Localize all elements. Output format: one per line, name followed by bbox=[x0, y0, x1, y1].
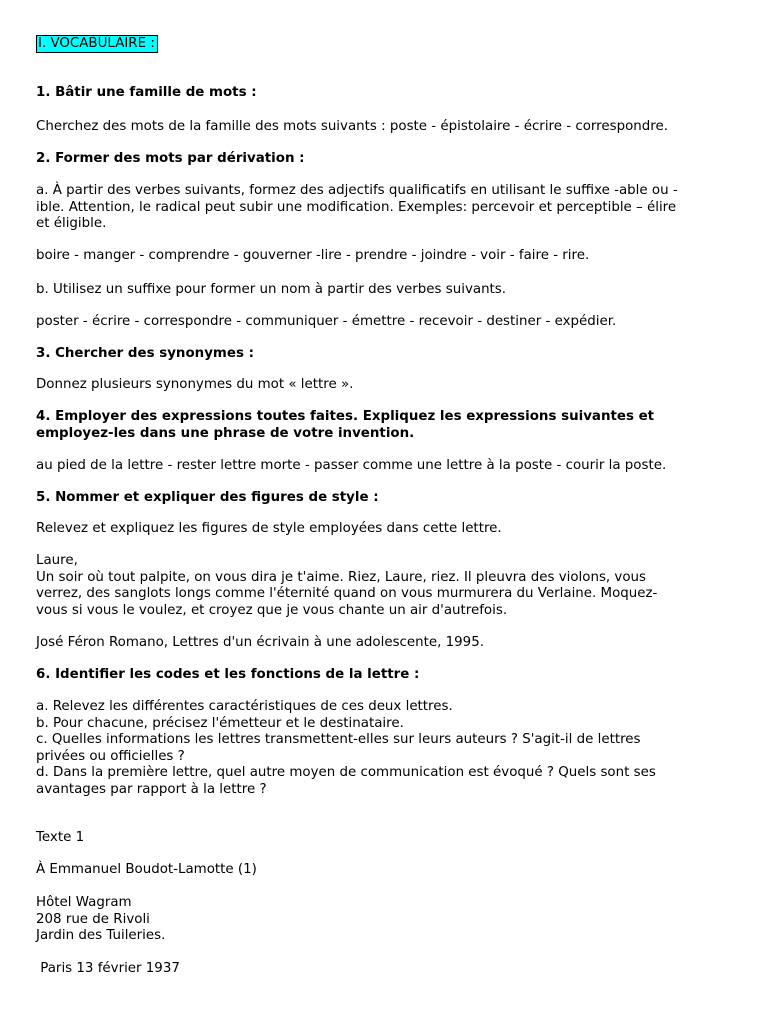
letter-line: Un soir où tout palpite, on vous dira je t'aime. Riez, Laure, riez. Il pleuvra des violons, vous bbox=[36, 569, 647, 585]
heading-1: 1. Bâtir une famille de mots : bbox=[36, 85, 257, 100]
paragraph-5: Relevez et expliquez les figures de style employées dans cette lettre. bbox=[36, 521, 502, 536]
heading-4-line: employez-les dans une phrase de votre invention. bbox=[36, 425, 415, 441]
heading-4 bbox=[36, 409, 736, 442]
letter-date: Paris 13 février 1937 bbox=[36, 961, 180, 976]
heading-5: 5. Nommer et expliquer des figures de style : bbox=[36, 490, 379, 505]
paragraph-2a bbox=[36, 183, 736, 233]
question-line: c. Quelles informations les lettres transmettent-elles sur leurs auteurs ? S'agit-il de lettres bbox=[36, 732, 641, 748]
question-line: avantages par rapport à la lettre ? bbox=[36, 781, 267, 797]
section-title: I. VOCABULAIRE : bbox=[36, 35, 158, 53]
address-line: Jardin des Tuileries. bbox=[36, 928, 166, 944]
paragraph-1: Cherchez des mots de la famille des mots suivants : poste - épistolaire - écrire - correspondre. bbox=[36, 119, 668, 134]
address-line: 208 rue de Rivoli bbox=[36, 911, 150, 927]
question-line: a. Relevez les différentes caractéristiques de ces deux lettres. bbox=[36, 699, 453, 714]
letter-recipient: À Emmanuel Boudot-Lamotte (1) bbox=[36, 862, 257, 877]
heading-3: 3. Chercher des synonymes : bbox=[36, 346, 254, 361]
letter-line: vous si vous le voulez, et croyez que je vous chante un air d'autrefois. bbox=[36, 602, 508, 618]
question-line: privées ou officielles ? bbox=[36, 748, 185, 764]
paragraph-2b: boire - manger - comprendre - gouverner -lire - prendre - joindre - voir - faire - rire. bbox=[36, 248, 590, 263]
paragraph-4: au pied de la lettre - rester lettre morte - passer comme une lettre à la poste - courir la poste. bbox=[36, 458, 667, 473]
paragraph-2c: b. Utilisez un suffixe pour former un nom à partir des verbes suivants. bbox=[36, 282, 507, 297]
citation: José Féron Romano, Lettres d'un écrivain à une adolescente, 1995. bbox=[36, 635, 484, 650]
question-line: d. Dans la première lettre, quel autre moyen de communication est évoqué ? Quels sont ses bbox=[36, 765, 656, 781]
texte-1-label: Texte 1 bbox=[36, 830, 85, 845]
paragraph-2d: poster - écrire - correspondre - communiquer - émettre - recevoir - destiner - expédier. bbox=[36, 314, 617, 329]
paragraph-2a-line: a. À partir des verbes suivants, formez des adjectifs qualificatifs en utilisant le suffixe -able ou - bbox=[36, 183, 678, 198]
heading-4-line: 4. Employer des expressions toutes faites. Expliquez les expressions suivantes et bbox=[36, 409, 655, 424]
paragraph-3: Donnez plusieurs synonymes du mot « lettre ». bbox=[36, 377, 354, 392]
letter-address bbox=[36, 895, 736, 945]
paragraph-2a-line: ible. Attention, le radical peut subir une modification. Exemples: percevoir et perceptible – élire bbox=[36, 199, 677, 215]
address-line: Hôtel Wagram bbox=[36, 895, 132, 910]
heading-2: 2. Former des mots par dérivation : bbox=[36, 151, 305, 166]
letter-line: verrez, des sanglots longs comme l'éternité quand on vous murmurera du Verlaine. Moquez- bbox=[36, 586, 658, 602]
questions-list bbox=[36, 699, 736, 799]
letter-line: Laure, bbox=[36, 553, 78, 568]
paragraph-2a-line: et éligible. bbox=[36, 216, 107, 232]
letter-excerpt bbox=[36, 553, 736, 619]
heading-6: 6. Identifier les codes et les fonctions de la lettre : bbox=[36, 667, 420, 682]
question-line: b. Pour chacune, précisez l'émetteur et le destinataire. bbox=[36, 715, 404, 731]
